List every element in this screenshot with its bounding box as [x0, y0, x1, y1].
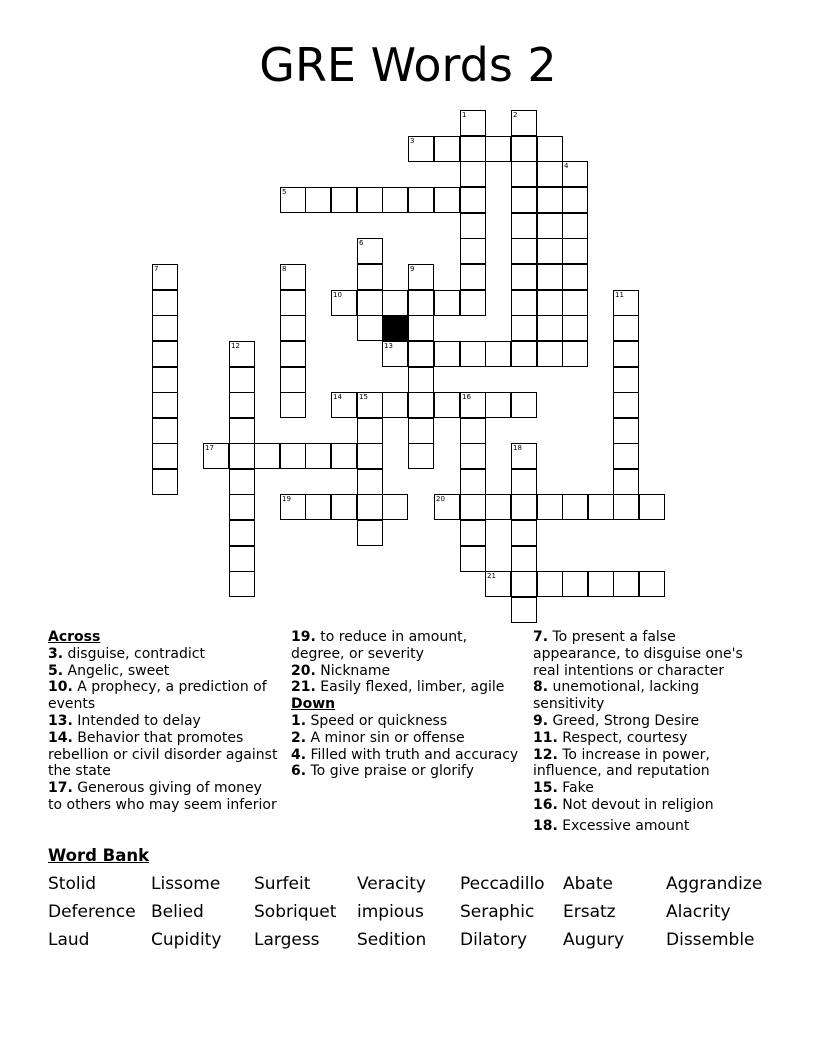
- grid-cell[interactable]: [229, 392, 255, 418]
- grid-cell[interactable]: [537, 315, 563, 341]
- grid-cell[interactable]: [511, 187, 537, 213]
- grid-cell[interactable]: [485, 392, 511, 418]
- grid-cell[interactable]: [382, 494, 408, 520]
- word-bank-word: Veracity: [357, 874, 426, 894]
- word-bank-word: Peccadillo: [460, 874, 545, 894]
- word-bank-word: Largess: [254, 930, 320, 950]
- grid-cell[interactable]: [152, 341, 178, 367]
- word-bank-word: Sobriquet: [254, 902, 337, 922]
- word-bank-word: Surfeit: [254, 874, 311, 894]
- grid-cell[interactable]: [537, 290, 563, 316]
- clue: [291, 763, 523, 780]
- cell-number: 5: [282, 188, 287, 196]
- grid-cell[interactable]: [511, 315, 537, 341]
- grid-cell[interactable]: [460, 469, 486, 495]
- grid-cell[interactable]: [511, 290, 537, 316]
- grid-cell[interactable]: [460, 213, 486, 239]
- grid-cell[interactable]: [485, 341, 511, 367]
- cell-number: 6: [359, 239, 364, 247]
- cell-number: 9: [410, 265, 415, 273]
- clue-number: 18.: [533, 817, 558, 834]
- grid-cell[interactable]: [562, 264, 588, 290]
- clue-text: Angelic, sweet: [63, 662, 170, 679]
- grid-cell[interactable]: [537, 238, 563, 264]
- clue-text: Intended to delay: [72, 712, 201, 729]
- clue-text: A prophecy, a prediction of events: [48, 679, 267, 713]
- grid-cell[interactable]: [562, 341, 588, 367]
- grid-cell[interactable]: [511, 136, 537, 162]
- clue-number: 6.: [291, 763, 307, 780]
- word-bank-word: Alacrity: [666, 902, 731, 922]
- grid-cell[interactable]: [562, 290, 588, 316]
- grid-cell[interactable]: [460, 494, 486, 520]
- grid-cell[interactable]: [434, 341, 460, 367]
- grid-cell[interactable]: [229, 418, 255, 444]
- grid-cell[interactable]: [537, 341, 563, 367]
- clue-text: Respect, courtesy: [557, 729, 688, 746]
- cell-number: 7: [154, 265, 159, 273]
- grid-cell[interactable]: [613, 315, 639, 341]
- grid-cell[interactable]: [613, 443, 639, 469]
- clue: [533, 747, 765, 781]
- cell-number: 4: [564, 162, 569, 170]
- grid-cell[interactable]: [511, 520, 537, 546]
- grid-cell[interactable]: [408, 418, 434, 444]
- clue-number: 14.: [48, 729, 73, 746]
- cell-number: 1: [462, 111, 467, 119]
- grid-cell[interactable]: [588, 571, 614, 597]
- word-bank-word: Belied: [151, 902, 204, 922]
- grid-cell[interactable]: [280, 367, 306, 393]
- clue: [533, 797, 765, 814]
- grid-cell[interactable]: [408, 392, 434, 418]
- clue-number: 15.: [533, 780, 558, 797]
- clue: [291, 713, 523, 730]
- grid-cell[interactable]: [460, 341, 486, 367]
- grid-cell[interactable]: [229, 571, 255, 597]
- clue-number: 21.: [291, 679, 316, 696]
- cell-number: 18: [513, 444, 522, 452]
- cell-number: 15: [359, 393, 368, 401]
- grid-cell[interactable]: [229, 367, 255, 393]
- grid-cell[interactable]: [331, 187, 357, 213]
- grid-cell[interactable]: [382, 187, 408, 213]
- clue-number: 10.: [48, 679, 73, 696]
- grid-cell[interactable]: [280, 443, 306, 469]
- grid-cell[interactable]: [280, 315, 306, 341]
- grid-cell[interactable]: [305, 187, 331, 213]
- grid-cell[interactable]: [382, 290, 408, 316]
- clue: [533, 818, 765, 835]
- grid-cell[interactable]: [357, 290, 383, 316]
- clue: [291, 730, 523, 747]
- word-bank-word: Sedition: [357, 930, 427, 950]
- word-bank-word: Dilatory: [460, 930, 528, 950]
- grid-cell[interactable]: [408, 341, 434, 367]
- grid-cell[interactable]: [152, 443, 178, 469]
- grid-cell[interactable]: [152, 392, 178, 418]
- grid-cell[interactable]: [511, 597, 537, 623]
- grid-cell[interactable]: [460, 443, 486, 469]
- clue-text: Easily flexed, limber, agile: [315, 679, 505, 696]
- grid-cell[interactable]: [152, 469, 178, 495]
- grid-cell[interactable]: [280, 392, 306, 418]
- grid-cell[interactable]: [562, 187, 588, 213]
- grid-cell[interactable]: [511, 392, 537, 418]
- grid-cell[interactable]: [229, 443, 255, 469]
- grid-cell[interactable]: [562, 315, 588, 341]
- clue-text: Nickname: [315, 662, 391, 679]
- cell-number: 2: [513, 111, 518, 119]
- page-title: GRE Words 2: [259, 38, 557, 92]
- word-bank-title: Word Bank: [48, 846, 150, 865]
- grid-cell[interactable]: [562, 571, 588, 597]
- grid-cell[interactable]: [460, 136, 486, 162]
- grid-cell[interactable]: [357, 520, 383, 546]
- grid-cell[interactable]: [357, 187, 383, 213]
- grid-cell[interactable]: [562, 238, 588, 264]
- cell-number: 12: [231, 342, 240, 350]
- cell-number: 19: [282, 495, 291, 503]
- cell-number: 11: [615, 291, 624, 299]
- grid-black-cell: [382, 315, 408, 341]
- word-bank-word: Augury: [563, 930, 625, 950]
- grid-cell[interactable]: [229, 520, 255, 546]
- clue: [48, 713, 278, 730]
- cell-number: 20: [436, 495, 445, 503]
- clue: [48, 646, 278, 663]
- grid-cell[interactable]: [305, 443, 331, 469]
- grid-cell[interactable]: [613, 341, 639, 367]
- clue-number: 9.: [533, 712, 549, 729]
- clue-text: To present a false appearance, to disguise one's real intentions or character: [533, 629, 743, 679]
- cell-number: 14: [333, 393, 342, 401]
- clue-number: 3.: [48, 645, 64, 662]
- clues-column-1: [48, 629, 278, 814]
- clue: [291, 747, 523, 764]
- grid-cell[interactable]: [280, 341, 306, 367]
- grid-cell[interactable]: [152, 418, 178, 444]
- grid-cell[interactable]: [254, 443, 280, 469]
- clue-text: To increase in power, influence, and reputation: [533, 746, 710, 780]
- grid-cell[interactable]: [511, 546, 537, 572]
- grid-cell[interactable]: [460, 187, 486, 213]
- clue-text: Generous giving of money to others who may seem inferior: [48, 780, 277, 813]
- word-bank-word: Seraphic: [460, 902, 535, 922]
- grid-cell[interactable]: [562, 213, 588, 239]
- cell-number: 16: [462, 393, 471, 401]
- down-heading: Down: [291, 696, 336, 713]
- grid-cell[interactable]: [280, 290, 306, 316]
- clue-number: 12.: [533, 746, 558, 763]
- grid-cell[interactable]: [152, 315, 178, 341]
- grid-cell[interactable]: [511, 238, 537, 264]
- grid-cell[interactable]: [460, 161, 486, 187]
- grid-cell[interactable]: [434, 187, 460, 213]
- clue-text: Excessive amount: [557, 817, 690, 834]
- grid-cell[interactable]: [511, 213, 537, 239]
- clues-column-2: [291, 629, 523, 780]
- clue-number: 20.: [291, 662, 316, 679]
- grid-cell[interactable]: [511, 161, 537, 187]
- clue-number: 13.: [48, 712, 73, 729]
- clue: [291, 663, 523, 680]
- clue-text: to reduce in amount, degree, or severity: [291, 629, 468, 662]
- word-bank-word: Abate: [563, 874, 613, 894]
- grid-cell[interactable]: [537, 187, 563, 213]
- clue-number: 11.: [533, 729, 558, 746]
- grid-cell[interactable]: [537, 213, 563, 239]
- clue-text: Not devout in religion: [557, 796, 714, 813]
- grid-cell[interactable]: [537, 571, 563, 597]
- clue: [291, 629, 523, 663]
- grid-cell[interactable]: [357, 494, 383, 520]
- grid-cell[interactable]: [588, 494, 614, 520]
- clue-text: To give praise or glorify: [306, 763, 475, 780]
- grid-cell[interactable]: [152, 290, 178, 316]
- clue-number: 8.: [533, 679, 549, 696]
- grid-cell[interactable]: [639, 494, 665, 520]
- grid-cell[interactable]: [460, 418, 486, 444]
- grid-cell[interactable]: [613, 392, 639, 418]
- grid-cell[interactable]: [613, 418, 639, 444]
- word-bank-word: Cupidity: [151, 930, 222, 950]
- grid-cell[interactable]: [511, 571, 537, 597]
- clue-number: 7.: [533, 629, 549, 645]
- grid-cell[interactable]: [537, 161, 563, 187]
- cell-number: 21: [487, 572, 496, 580]
- cell-number: 3: [410, 137, 415, 145]
- grid-cell[interactable]: [305, 494, 331, 520]
- grid-cell[interactable]: [408, 290, 434, 316]
- grid-cell[interactable]: [639, 571, 665, 597]
- grid-cell[interactable]: [613, 571, 639, 597]
- clue-text: Fake: [557, 780, 594, 797]
- grid-cell[interactable]: [408, 187, 434, 213]
- clue: [48, 780, 278, 814]
- cell-number: 8: [282, 265, 287, 273]
- grid-cell[interactable]: [460, 238, 486, 264]
- grid-cell[interactable]: [537, 136, 563, 162]
- grid-cell[interactable]: [229, 469, 255, 495]
- clue: [533, 629, 765, 679]
- cell-number: 13: [384, 342, 393, 350]
- clue-text: Behavior that promotes rebellion or civil disorder against the state: [48, 729, 278, 780]
- clue: [291, 679, 523, 696]
- grid-cell[interactable]: [511, 494, 537, 520]
- word-bank-word: Lissome: [151, 874, 221, 894]
- grid-cell[interactable]: [511, 264, 537, 290]
- word-bank-word: Ersatz: [563, 902, 616, 922]
- clue: [48, 730, 278, 780]
- clue-text: disguise, contradict: [63, 645, 205, 662]
- grid-cell[interactable]: [408, 367, 434, 393]
- grid-cell[interactable]: [537, 264, 563, 290]
- clue-number: 16.: [533, 796, 558, 813]
- clue-text: A minor sin or offense: [306, 729, 465, 746]
- grid-cell[interactable]: [357, 469, 383, 495]
- grid-cell[interactable]: [511, 341, 537, 367]
- grid-cell[interactable]: [434, 136, 460, 162]
- word-bank-word: Dissemble: [666, 930, 755, 950]
- grid-cell[interactable]: [613, 469, 639, 495]
- grid-cell[interactable]: [152, 367, 178, 393]
- grid-cell[interactable]: [408, 315, 434, 341]
- grid-cell[interactable]: [562, 494, 588, 520]
- grid-cell[interactable]: [485, 136, 511, 162]
- grid-cell[interactable]: [434, 392, 460, 418]
- clue-number: 19.: [291, 629, 316, 645]
- clue-text: Speed or quickness: [306, 712, 448, 729]
- clue-number: 2.: [291, 729, 307, 746]
- grid-cell[interactable]: [511, 469, 537, 495]
- clue: [533, 780, 765, 797]
- grid-cell[interactable]: [460, 290, 486, 316]
- clue: [533, 679, 765, 713]
- across-heading: Across: [48, 629, 101, 645]
- grid-cell[interactable]: [229, 494, 255, 520]
- grid-cell[interactable]: [460, 264, 486, 290]
- grid-cell[interactable]: [485, 494, 511, 520]
- grid-cell[interactable]: [357, 418, 383, 444]
- grid-cell[interactable]: [331, 443, 357, 469]
- grid-cell[interactable]: [357, 443, 383, 469]
- clue-number: 5.: [48, 662, 64, 679]
- grid-cell[interactable]: [434, 290, 460, 316]
- grid-cell[interactable]: [408, 443, 434, 469]
- clue-text: unemotional, lacking sensitivity: [533, 679, 700, 713]
- clue: [48, 679, 278, 713]
- cell-number: 17: [205, 444, 214, 452]
- word-bank-word: impious: [357, 902, 424, 922]
- word-bank-word: Aggrandize: [666, 874, 763, 894]
- grid-cell[interactable]: [357, 315, 383, 341]
- clue: [533, 713, 765, 730]
- grid-cell[interactable]: [613, 367, 639, 393]
- grid-cell[interactable]: [331, 494, 357, 520]
- grid-cell[interactable]: [460, 546, 486, 572]
- clue: [48, 663, 278, 680]
- grid-cell[interactable]: [357, 264, 383, 290]
- grid-cell[interactable]: [229, 546, 255, 572]
- grid-cell[interactable]: [382, 392, 408, 418]
- grid-cell[interactable]: [537, 494, 563, 520]
- word-bank-word: Laud: [48, 930, 90, 950]
- clue: [533, 730, 765, 747]
- grid-cell[interactable]: [460, 520, 486, 546]
- clue-number: 1.: [291, 712, 307, 729]
- word-bank-word: Stolid: [48, 874, 97, 894]
- word-bank-word: Deference: [48, 902, 136, 922]
- clue-text: Filled with truth and accuracy: [306, 746, 519, 763]
- grid-cell[interactable]: [613, 494, 639, 520]
- clue-text: Greed, Strong Desire: [548, 712, 700, 729]
- clue-number: 17.: [48, 780, 73, 797]
- cell-number: 10: [333, 291, 342, 299]
- clues-column-3: [533, 629, 765, 835]
- clue-number: 4.: [291, 746, 307, 763]
